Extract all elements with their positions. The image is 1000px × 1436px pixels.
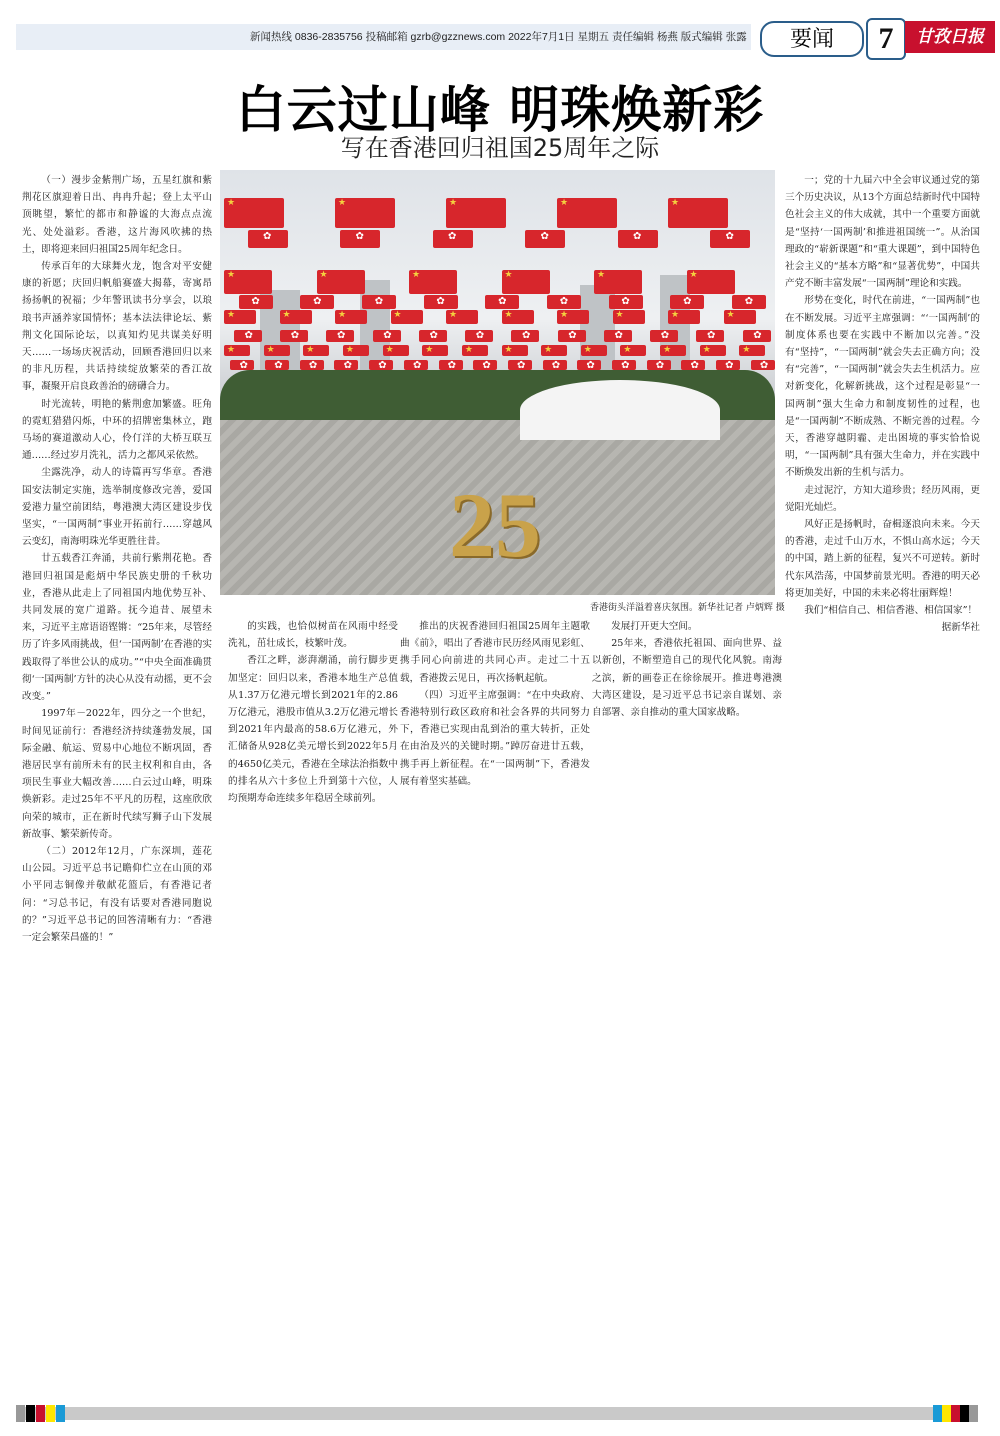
registration-swatch (16, 1405, 25, 1422)
hk-flag (604, 330, 632, 342)
byline: 据新华社 (941, 622, 980, 634)
china-flag (581, 345, 607, 356)
paragraph: 走过泥泞，方知大道珍贵；经历风雨，更觉阳光灿烂。 (785, 484, 980, 513)
china-flag (620, 345, 646, 356)
registration-swatch (960, 1405, 969, 1422)
article-subtitle: 写在香港回归祖国25周年之际 (340, 134, 660, 162)
hk-flag (609, 295, 643, 309)
hk-flag (558, 330, 586, 342)
paragraph: 1997年－2022年，四分之一个世纪，时间见证前行：香港经济持续蓬勃发展，国际金融、航运、贸易中心地位不断巩固，香港居民享有前所未有的民主权利和自由，各项民生事业大幅改善……白云过山峰，明珠焕新彩。走过25年不平凡的历程，这座欣欣向荣的城市，正在新时代续写狮子山下发展新故事、繁荣新传奇。 (22, 708, 212, 840)
hk-flag (362, 295, 396, 309)
article-photo (220, 170, 775, 595)
china-flag (502, 310, 534, 324)
hk-flag (650, 330, 678, 342)
registration-swatch (951, 1405, 960, 1422)
registration-bar (16, 1407, 978, 1420)
hk-flag (543, 360, 567, 370)
hk-flag (743, 330, 771, 342)
paragraph: （四）习近平主席强调：“在中央政府、香港特别行政区政府和社会各界的共同努力下，香港已实现由乱到治的重大转折，正处在由治及兴的关键时期。”踔厉奋进廿五载，携手再上新征程。在“一国两制”下，香港发展有着坚实基础。 (400, 689, 590, 787)
china-flag (462, 345, 488, 356)
hk-flag (326, 330, 354, 342)
hk-flag (710, 230, 750, 248)
china-flag (660, 345, 686, 356)
china-flag (724, 310, 756, 324)
hk-flag (647, 360, 671, 370)
hk-flag (433, 230, 473, 248)
hk-flag (681, 360, 705, 370)
hk-flag (230, 360, 254, 370)
hk-flag (334, 360, 358, 370)
newspaper-logo: 甘孜日报 (905, 21, 995, 53)
registration-swatch (933, 1405, 942, 1422)
column-4 (592, 618, 782, 1384)
article-title: 白云过山峰 明珠焕新彩 (235, 81, 765, 139)
column-5 (785, 172, 980, 1384)
stage-tent (520, 380, 720, 440)
hk-flag (612, 360, 636, 370)
china-flag (224, 310, 256, 324)
registration-swatch (969, 1405, 978, 1422)
hk-flag (300, 295, 334, 309)
china-flag (502, 345, 528, 356)
column-3 (400, 618, 590, 1384)
china-flag (739, 345, 765, 356)
china-flag (303, 345, 329, 356)
china-flag (264, 345, 290, 356)
paragraph: 香江之畔，澎湃潮涌，前行脚步更加坚定：回归以来，香港本地生产总值从1.37万亿港元增长到2021年的2.86万亿港元，港股市值从3.2万亿港元增长到2021年内最高的58.6万亿港元，外汇储备从928亿美元增长到2022年5月的4650亿美元，香港在全球法治指数中的排名从六十多位上升到第十六位，人均预期寿命连续多年稳居全球前列。 (228, 655, 398, 805)
paragraph: 尘露洗净，动人的诗篇再写华章。香港国安法制定实施，选举制度修改完善，爱国爱港力量空前团结，粤港澳大湾区建设步伐坚实，“一国两制”事业开拓前行……穿越风云变幻，南海明珠光华更胜往昔。 (22, 467, 212, 548)
china-flag (391, 310, 423, 324)
page-number: 7 (866, 18, 906, 60)
hk-flag (280, 330, 308, 342)
china-flag (700, 345, 726, 356)
china-flag (224, 345, 250, 356)
registration-swatch (942, 1405, 951, 1422)
china-flag (687, 270, 735, 294)
china-flag (335, 198, 395, 228)
hk-flag (670, 295, 704, 309)
hk-flag (373, 330, 401, 342)
hk-flag (340, 230, 380, 248)
hk-flag (419, 330, 447, 342)
paragraph: 的实践，也恰似树苗在风雨中经受洗礼，茁壮成长，枝繁叶茂。 (228, 621, 398, 650)
china-flag (409, 270, 457, 294)
hk-flag (239, 295, 273, 309)
china-flag (668, 310, 700, 324)
hk-flag (751, 360, 775, 370)
header-info: 新闻热线 0836-2835756 投稿邮箱 gzrb@gzznews.com 2022年7月1日 星期五 责任编辑 杨燕 版式编辑 张露 (250, 31, 747, 43)
china-flag (383, 345, 409, 356)
china-flag (541, 345, 567, 356)
paragraph: 一；党的十九届六中全会审议通过党的第三个历史决议，从13个方面总结新时代中国特色社会主义的伟大成就，其中一个重要方面就是“坚持‘一国两制’和推进祖国统一”。从治国理政的“崭新课题”和“重大课题”，到中国特色社会主义的“基本方略”和“显著优势”，中国共产党不断丰富发展“一国两制”理论和实践。 (785, 175, 980, 290)
photo-caption: 香港街头洋溢着喜庆氛围。新华社记者 卢炳辉 摄 (590, 603, 785, 613)
paragraph: 发展打开更大空间。 (611, 621, 698, 632)
hk-flag (732, 295, 766, 309)
china-flag (668, 198, 728, 228)
china-flag (613, 310, 645, 324)
paragraph: 推出的庆祝香港回归祖国25周年主题歌曲《前》，唱出了香港市民历经风雨见彩虹、携手同心向前进的共同心声。走过二十五载，香港拨云见日，再次扬帆起航。 (400, 621, 590, 684)
china-flag (446, 310, 478, 324)
registration-swatch (56, 1405, 65, 1422)
china-flag (224, 270, 272, 294)
paragraph: 时光流转，明艳的紫荆愈加繁盛。旺角的霓虹猎猎闪烁，中环的招牌密集林立，跑马场的赛道激动人心，伶仃洋的大桥互联互通……经过岁月洗礼，活力之都风采依然。 (22, 398, 212, 462)
china-flag (280, 310, 312, 324)
registration-swatch (36, 1405, 45, 1422)
hk-flag (465, 330, 493, 342)
hk-flag (369, 360, 393, 370)
anniversary-emblem-25: 25 (449, 474, 541, 576)
china-flag (343, 345, 369, 356)
hk-flag (248, 230, 288, 248)
paragraph: 风好正是扬帆时，奋楫逐浪向未来。今天的香港，走过千山万水，不惧山高水远；今天的中国，踏上新的征程，复兴不可逆转。新时代东风浩荡，中国梦前景光明。香港的明天必将更加美好，中国的未来必将壮丽辉煌！ (785, 519, 980, 599)
china-flag (502, 270, 550, 294)
paragraph: （一）漫步金紫荆广场，五星红旗和紫荆花区旗迎着日出、冉冉升起；登上太平山顶眺望，繁忙的都市和静谧的大海点点流光、处处溢彩。香港，这片海风吹拂的热土，即将迎来回归祖国25周年纪念日。 (22, 175, 212, 255)
china-flag (224, 198, 284, 228)
china-flag (317, 270, 365, 294)
hk-flag (511, 330, 539, 342)
hk-flag (508, 360, 532, 370)
china-flag (594, 270, 642, 294)
paragraph: 25年来，香港依托祖国、面向世界、益以新创，不断塑造自己的现代化风貌。南海之滨，新的画卷正在徐徐展开。推进粤港澳大湾区建设，是习近平总书记亲自谋划、亲自部署、亲自推动的重大国家战略。 (592, 638, 782, 719)
hk-flag (300, 360, 324, 370)
china-flag (422, 345, 448, 356)
paragraph: 形势在变化，时代在前进，“一国两制”也在不断发展。习近平主席强调：“‘一国两制’的制度体系也要在实践中不断加以完善。”没有“坚持”，“一国两制”就会失去正确方向；没有“完善”，“一国两制”就会失去生机活力。应对新变化，化解新挑战，这个过程是彰显“一国两制”强大生命力和制度韧性的过程，也是“一国两制”不断成熟、不断完善的过程。今天，香港穿越阴霾、走出困境的事实恰恰说明，“一国两制”具有强大生命力，并在实践中不断焕发出新的生机与活力。 (785, 295, 980, 479)
section-label: 要闻 (760, 21, 864, 57)
paragraph: 传承百年的大球舞火龙，饱含对平安健康的祈愿；庆回归帆船赛盛大揭幕，寄寓昂扬扬帆的祝福；少年警讯读书分享会，以琅琅书声涵养家国情怀；基本法法律论坛、紫荆文化国际论坛，以真知灼见共谋美好明天……一场场庆祝活动，回顾香港回归以来的非凡历程，共话持续绽放繁荣的香江故事，凝聚开启良政善治的磅礴合力。 (22, 261, 212, 393)
hk-flag (716, 360, 740, 370)
paragraph: 我们“相信自己、相信香港、相信国家”！ (804, 605, 978, 617)
china-flag (446, 198, 506, 228)
hk-flag (525, 230, 565, 248)
hk-flag (547, 295, 581, 309)
paragraph: （二）2012年12月，广东深圳，莲花山公园。习近平总书记瞻仰伫立在山顶的邓小平同志铜像并敬献花篮后，有香港记者问：“习总书记，有没有话要对香港同胞说的？”习近平总书记的回答清晰有力：“香港一定会繁荣昌盛的！” (22, 845, 212, 943)
hk-flag (424, 295, 458, 309)
hk-flag (404, 360, 428, 370)
china-flag (557, 310, 589, 324)
hk-flag (265, 360, 289, 370)
registration-swatch (26, 1405, 35, 1422)
registration-swatch (46, 1405, 55, 1422)
hk-flag (439, 360, 463, 370)
china-flag (335, 310, 367, 324)
column-1 (22, 172, 212, 1384)
hk-flag (485, 295, 519, 309)
column-2 (228, 618, 398, 1384)
hk-flag (696, 330, 724, 342)
hk-flag (618, 230, 658, 248)
hk-flag (473, 360, 497, 370)
hk-flag (577, 360, 601, 370)
hk-flag (234, 330, 262, 342)
china-flag (557, 198, 617, 228)
paragraph: 廿五载香江奔涌，共前行紫荆花艳。香港回归祖国是彪炳中华民族史册的千秋功业，香港从此走上了同祖国内地优势互补、共同发展的宽广道路。抚今追昔、展望未来，习近平主席语语铿锵：“25年来，尽管经历了许多风雨挑战，但‘一国两制’在香港的实践取得了举世公认的成功。”“中央全面准确贯彻‘一国两制’方针的决心从没有动摇，更不会改变。” (22, 553, 212, 703)
